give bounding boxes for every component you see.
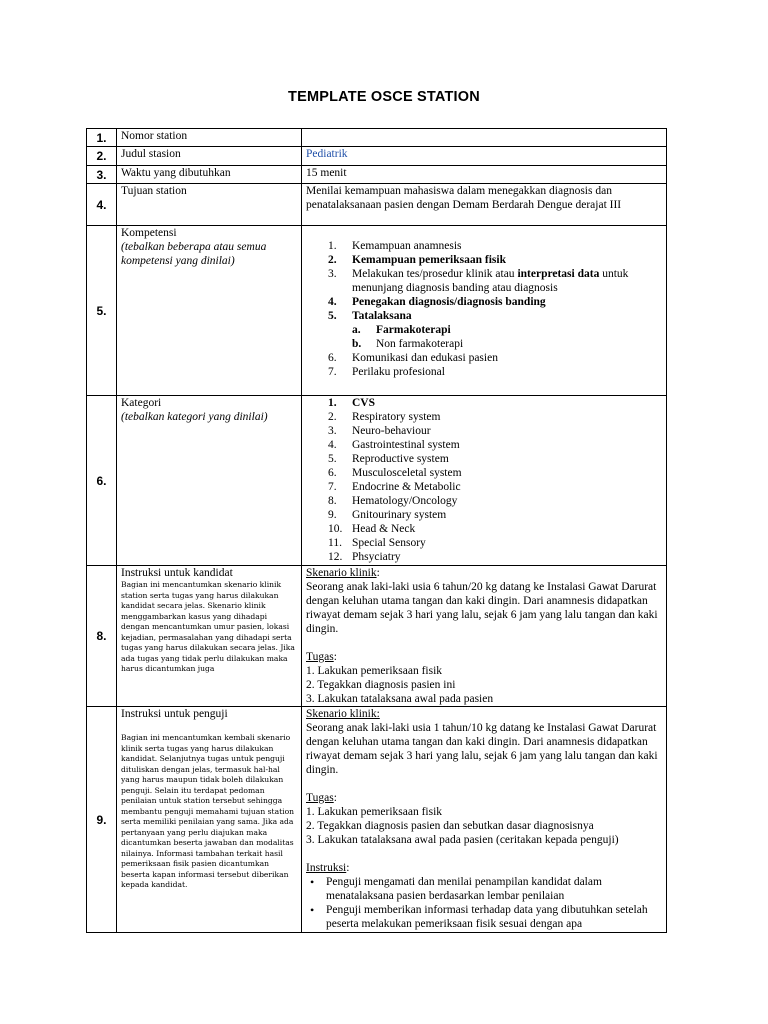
instruction-item[interactable]: • Penguji memberikan informasi terhadap data yang dibutuhkan setelah peserta melakukan pemeriksaan fisik sesuai dengan apa (306, 903, 662, 931)
list-item[interactable]: 3. Melakukan tes/prosedur klinik atau interpretasi data untuk menunjang diagnosis banding atau diagnosis (328, 268, 629, 294)
kategori-list-cell (302, 396, 667, 566)
row-kompetensi (87, 226, 667, 396)
row-label: Judul stasion (117, 147, 302, 166)
list-item[interactable]: 4. Gastrointestinal system (328, 439, 460, 451)
list-item[interactable]: b. Non farmakoterapi (352, 338, 464, 350)
task-item[interactable]: 2. Tegakkan diagnosis pasien dan sebutkan dasar diagnosisnya (306, 820, 594, 832)
row-sublabel: (tebalkan kategori yang dinilai) (121, 411, 268, 423)
scenario-text[interactable]: Seorang anak laki-laki usia 1 tahun/10 kg datang ke Instalasi Gawat Darurat dengan keluhan utama tangan dan kaki dingin. Dari anamnesis didapatkan riwayat demam sejak 3 hari yang lalu, sejak 6 jam yang lalu tangan dan kaki dingin. (306, 722, 658, 776)
row-number: 6. (87, 396, 117, 566)
row-label: Kategori (121, 397, 162, 409)
tasks-label: Tugas (306, 792, 334, 804)
row-label-cell (117, 566, 302, 707)
row-label-cell (117, 226, 302, 396)
row-instruksi-kandidat (87, 566, 667, 707)
row-value[interactable]: Pediatrik (302, 147, 667, 166)
row-label: Kompetensi (121, 227, 177, 239)
instruction-item[interactable]: • Penguji mengamati dan menilai penampilan kandidat dalam menatalaksana pasien berdasarkan lembar penilaian (306, 875, 662, 903)
row-number: 8. (87, 566, 117, 707)
row-number: 9. (87, 707, 117, 933)
tasks-label: Tugas (306, 651, 334, 663)
list-item[interactable]: 2. Respiratory system (328, 411, 441, 423)
row-number: 3. (87, 166, 117, 184)
page-title: TEMPLATE OSCE STATION (288, 89, 480, 105)
row-label: Instruksi untuk kandidat (121, 567, 233, 579)
row-number: 1. (87, 129, 117, 147)
row-label: Tujuan station (117, 184, 302, 226)
task-item[interactable]: 3. Lakukan tatalaksana awal pada pasien (ceritakan kepada penguji) (306, 834, 619, 846)
scenario-text[interactable]: Seorang anak laki-laki usia 6 tahun/20 kg datang ke Instalasi Gawat Darurat dengan keluhan utama tangan dan kaki dingin. Dari anamnesis didapatkan riwayat demam sejak 3 hari yang lalu, sejak 6 jam yang lalu tangan dan kaki dingin. (306, 581, 658, 635)
list-item[interactable]: 6. Musculosceletal system (328, 467, 462, 479)
scenario-label: Skenario klinik (306, 567, 377, 579)
kompetensi-list (306, 239, 662, 379)
penguji-content-cell: Skenario klinik: Seorang anak laki-laki usia 1 tahun/10 kg datang ke Instalasi Gawat Darurat dengan keluhan utama tangan dan kaki dingin. Dari anamnesis didapatkan riwayat demam sejak 3 hari yang lalu, sejak 6 jam yang lalu tangan dan kaki dingin. Tugas: 1. Lakukan pemeriksaan fisik 2. Tegakkan diagnosis pasien dan sebutkan dasar diagnosisnya 3. Lakukan tatalaksana awal pada pasien (ceritakan kepada penguji) Instruksi: • Penguji mengamati dan menilai penampilan kandidat dalam menatalaksana pasien berdasarkan lembar penilaian • Penguji memberikan informasi terhadap data yang dibutuhkan setelah peserta melakukan pemeriksaan fisik sesuai dengan apa (302, 707, 667, 933)
row-value[interactable] (302, 129, 667, 147)
task-item[interactable]: 1. Lakukan pemeriksaan fisik (306, 665, 443, 677)
row-label-cell (117, 707, 302, 933)
task-item[interactable]: 3. Lakukan tatalaksana awal pada pasien (306, 693, 494, 705)
list-item[interactable]: 9. Gnitourinary system (328, 509, 447, 521)
task-item[interactable]: 2. Tegakkan diagnosis pasien ini (306, 679, 456, 691)
instructions-label: Instruksi (306, 862, 347, 874)
list-item[interactable]: 1. CVS (328, 397, 376, 409)
list-item[interactable]: 3. Neuro-behaviour (328, 425, 431, 437)
list-item[interactable]: 4. Penegakan diagnosis/diagnosis banding (328, 296, 546, 308)
row-description: Bagian ini mencantumkan kembali skenario klinik serta tugas yang harus dilakukan kandidat. Selanjutnya tugas untuk penguji dituliskan dengan jelas, termasuk hal-hal yang harus maupun tidak boleh dilakukan penguji. Selain itu terdapat pedoman penilaian untuk station tersebut sehingga membantu penguji memahami tujuan station serta memiliki penilaian yang sama. Jika ada pertanyaan yang perlu diajukan maka dicantumkan beserta jawaban dan modalitas nilainya. Informasi tambahan terkait hasil pemeriksaan fisik pasien dicantumkan beserta kapan informasi tersebut diberikan kepada kandidat. (121, 733, 295, 889)
row-instruksi-penguji (87, 707, 667, 933)
row-waktu (87, 166, 667, 184)
instructions-list (306, 875, 662, 931)
row-number: 4. (87, 184, 117, 226)
row-nomor-station (87, 129, 667, 147)
row-value[interactable]: 15 menit (302, 166, 667, 184)
kompetensi-list-cell (302, 226, 667, 396)
list-item[interactable]: 7. Endocrine & Metabolic (328, 481, 461, 493)
row-number: 2. (87, 147, 117, 166)
scenario-label: Skenario klinik: (306, 708, 380, 720)
list-item[interactable]: 6. Komunikasi dan edukasi pasien (328, 352, 498, 364)
row-label: Instruksi untuk penguji (121, 708, 228, 720)
row-label: Nomor station (117, 129, 302, 147)
kandidat-content-cell: Skenario klinik: Seorang anak laki-laki usia 6 tahun/20 kg datang ke Instalasi Gawat Darurat dengan keluhan utama tangan dan kaki dingin. Dari anamnesis didapatkan riwayat demam sejak 3 hari yang lalu, sejak 6 jam yang lalu tangan dan kaki dingin. Tugas: 1. Lakukan pemeriksaan fisik 2. Tegakkan diagnosis pasien ini 3. Lakukan tatalaksana awal pada pasien (302, 566, 667, 707)
list-item[interactable]: 11. Special Sensory (328, 537, 426, 549)
list-item[interactable]: 5. Reproductive system (328, 453, 449, 465)
row-sublabel: (tebalkan beberapa atau semua kompetensi yang dinilai) (121, 241, 267, 267)
list-item[interactable]: 5. Tatalaksana (328, 310, 412, 322)
list-item[interactable]: 12. Phsyciatry (328, 551, 401, 563)
list-item[interactable]: 1. Kemampuan anamnesis (328, 240, 462, 252)
list-item[interactable]: 2. Kemampuan pemeriksaan fisik (328, 254, 506, 266)
kategori-list (306, 396, 662, 564)
row-value[interactable]: Menilai kemampuan mahasiswa dalam menegakkan diagnosis dan penatalaksanaan pasien dengan Demam Berdarah Dengue derajat III (302, 184, 667, 226)
row-description: Bagian ini mencantumkan skenario klinik station serta tugas yang harus dilakukan kandidat secara jelas. Skenario klinik menggambarkan kasus yang dihadapi dengan mencantumkan umur pasien, lokasi kejadian, permasalahan yang dihadapi serta tugas yang harus dilakukan secara jelas. Jika ada tugas yang tidak perlu dilakukan maka harus dicantumkan juga (121, 580, 295, 673)
list-item[interactable]: 7. Perilaku profesional (328, 366, 445, 378)
list-item[interactable]: a. Farmakoterapi (352, 324, 451, 336)
row-label-cell (117, 396, 302, 566)
list-item[interactable]: 10. Head & Neck (328, 523, 416, 535)
row-judul-stasion (87, 147, 667, 166)
list-item[interactable]: 8. Hematology/Oncology (328, 495, 458, 507)
osce-station-table (86, 128, 667, 933)
row-label: Waktu yang dibutuhkan (117, 166, 302, 184)
task-item[interactable]: 1. Lakukan pemeriksaan fisik (306, 806, 443, 818)
row-tujuan-station (87, 184, 667, 226)
row-kategori (87, 396, 667, 566)
row-number: 5. (87, 226, 117, 396)
